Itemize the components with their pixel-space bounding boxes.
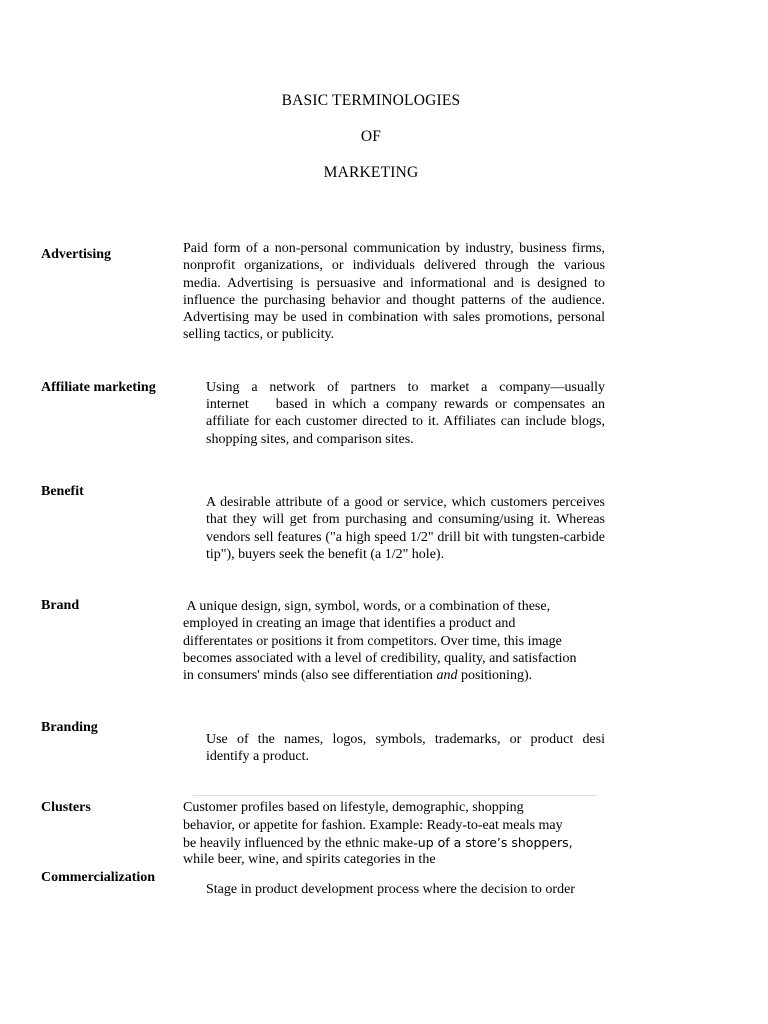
definition-affiliate-marketing-body: internet based in which a company rewards or compensates an affiliate for each customer directed to it. Affiliates can include blogs, shopping sites, and comparison sites. — [206, 397, 609, 447]
definition-branding-line1: Use of the names, logos, symbols, trademarks, or product desi — [206, 732, 605, 747]
title-line-2: OF — [360, 128, 382, 145]
term-clusters: Clusters — [41, 800, 91, 815]
definition-brand — [183, 598, 583, 684]
term-commercialization: Commercialization — [41, 870, 156, 885]
term-affiliate-marketing: Affiliate marketing — [41, 380, 156, 395]
title-line-1: BASIC TERMINOLOGIES — [281, 92, 461, 109]
definition-commercialization-line1: Stage in product development process where the decision to order — [206, 882, 575, 897]
term-advertising: Advertising — [41, 247, 111, 262]
definition-clusters-line4: while beer, wine, and spirits categories in the — [183, 852, 436, 867]
definition-brand-end: positioning). — [457, 668, 533, 684]
definition-clusters-line2: behavior, or appetite for fashion. Example: Ready-to-eat meals may — [183, 818, 563, 833]
definition-brand-italic: and — [436, 668, 458, 684]
definition-brand-text: A unique design, sign, symbol, words, or a combination of these, employed in creating an image that identifies a product and differentates or positions it from competitors. Over time, this image becomes associated with a level of credibility, quality, and satisfaction in consumers' minds (also see differentiation — [183, 599, 581, 684]
title-line-3: MARKETING — [323, 164, 419, 181]
definition-benefit: A desirable attribute of a good or service, which customers perceives that they will get from purchasing and consuming/using it. Whereas vendors sell features ("a high speed 1/2" drill bit with tungsten-carbide tip"), buyers seek the benefit (a 1/2" hole). — [206, 495, 605, 562]
term-brand: Brand — [41, 598, 80, 613]
term-benefit: Benefit — [41, 484, 84, 499]
term-branding: Branding — [41, 720, 98, 735]
definition-clusters-line3-sans: up of a store’s shoppers, — [417, 835, 573, 850]
definition-advertising: Paid form of a non-personal communication by industry, business firms, nonprofit organizations, or individuals delivered through the various media. Advertising is persuasive and informational and is designed to influence the purchasing behavior and thought patterns of the audience. Advertising may be used in combination with sales promotions, personal selling tactics, or publicity. — [183, 241, 605, 343]
definition-branding-line2: identify a product. — [206, 749, 310, 764]
definition-affiliate-marketing-line1: Using a network of partners to market a company—usually — [206, 380, 605, 395]
definition-clusters-line3-serif: be heavily influenced by the ethnic make- — [183, 836, 418, 851]
definition-clusters-line3 — [183, 834, 603, 852]
definition-clusters-line1: Customer profiles based on lifestyle, demographic, shopping — [183, 800, 524, 815]
divider — [193, 795, 596, 796]
